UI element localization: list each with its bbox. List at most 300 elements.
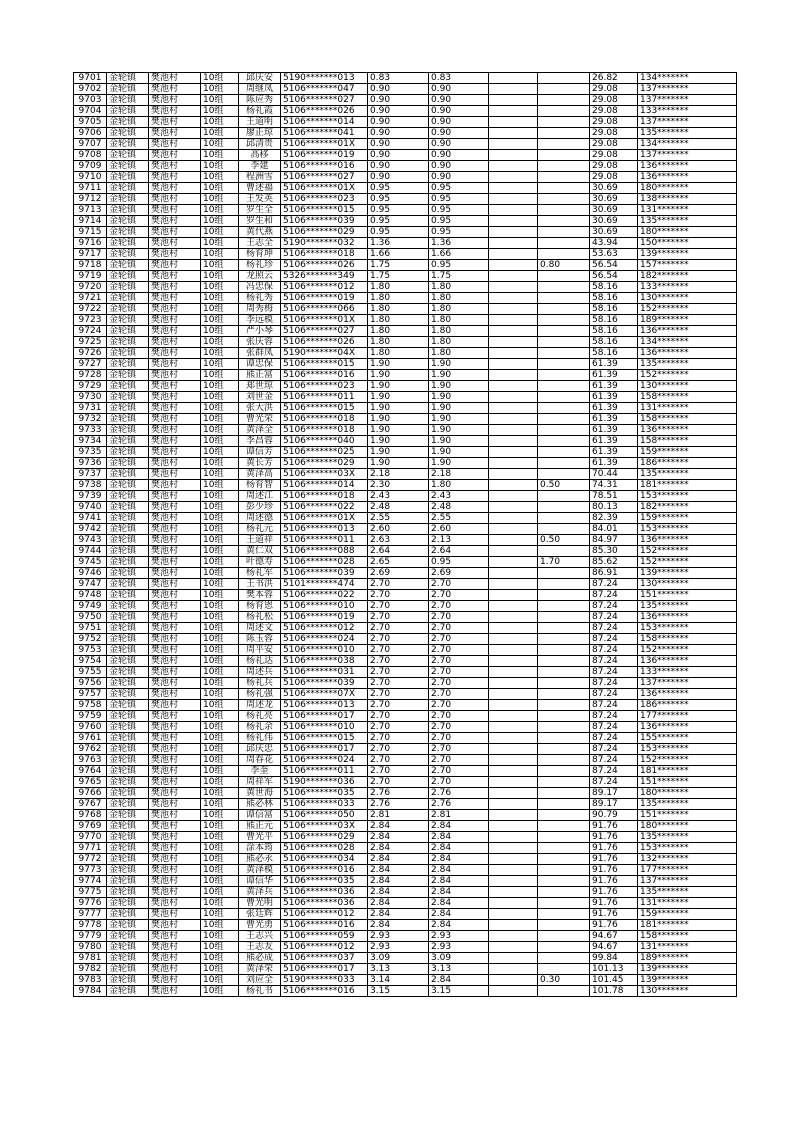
table-row <box>74 370 737 381</box>
table-row <box>74 216 737 227</box>
area-part-cell: 1.66 <box>429 249 489 260</box>
area-part-cell: 3.13 <box>429 964 489 975</box>
id-number-cell: 5106*******015 <box>281 205 368 216</box>
table-row <box>74 161 737 172</box>
town-cell: 金轮镇 <box>107 876 149 887</box>
row-number: 9729 <box>74 381 107 392</box>
name-cell: 樊本蓉 <box>239 590 281 601</box>
blank-cell <box>489 667 538 678</box>
extra-area-cell: 0.80 <box>538 260 590 271</box>
area-part-cell: 2.70 <box>429 700 489 711</box>
phone-cell: 189******* <box>638 953 737 964</box>
phone-cell: 135******* <box>638 601 737 612</box>
area-cell: 2.70 <box>368 722 429 733</box>
id-number-cell: 5106*******019 <box>281 612 368 623</box>
group-cell: 10组 <box>201 964 239 975</box>
table-row <box>74 106 737 117</box>
amount-cell: 58.16 <box>590 337 638 348</box>
table-row <box>74 469 737 480</box>
village-cell: 樊池村 <box>149 194 201 205</box>
name-cell: 王道祥 <box>239 535 281 546</box>
row-number: 9760 <box>74 722 107 733</box>
village-cell: 樊池村 <box>149 843 201 854</box>
name-cell: 黄泽荣 <box>239 964 281 975</box>
extra-area-cell <box>538 843 590 854</box>
row-number: 9731 <box>74 403 107 414</box>
group-cell: 10组 <box>201 942 239 953</box>
phone-cell: 159******* <box>638 447 737 458</box>
amount-cell: 87.24 <box>590 678 638 689</box>
group-cell: 10组 <box>201 909 239 920</box>
village-cell: 樊池村 <box>149 425 201 436</box>
village-cell: 樊池村 <box>149 359 201 370</box>
town-cell: 金轮镇 <box>107 689 149 700</box>
phone-cell: 136******* <box>638 425 737 436</box>
table-row <box>74 898 737 909</box>
name-cell: 李建 <box>239 161 281 172</box>
group-cell: 10组 <box>201 139 239 150</box>
extra-area-cell <box>538 436 590 447</box>
table-row <box>74 513 737 524</box>
table-row <box>74 359 737 370</box>
row-number: 9727 <box>74 359 107 370</box>
area-cell: 2.70 <box>368 656 429 667</box>
phone-cell: 133******* <box>638 667 737 678</box>
village-cell: 樊池村 <box>149 491 201 502</box>
name-cell: 熊必永 <box>239 854 281 865</box>
area-cell: 2.70 <box>368 579 429 590</box>
row-number: 9708 <box>74 150 107 161</box>
phone-cell: 152******* <box>638 546 737 557</box>
area-cell: 2.70 <box>368 590 429 601</box>
phone-cell: 136******* <box>638 656 737 667</box>
group-cell: 10组 <box>201 700 239 711</box>
town-cell: 金轮镇 <box>107 150 149 161</box>
extra-area-cell <box>538 645 590 656</box>
town-cell: 金轮镇 <box>107 920 149 931</box>
name-cell: 涂本筠 <box>239 843 281 854</box>
extra-area-cell <box>538 667 590 678</box>
id-number-cell: 5106*******017 <box>281 744 368 755</box>
extra-area-cell <box>538 832 590 843</box>
area-cell: 2.48 <box>368 502 429 513</box>
amount-cell: 87.24 <box>590 733 638 744</box>
town-cell: 金轮镇 <box>107 403 149 414</box>
town-cell: 金轮镇 <box>107 524 149 535</box>
extra-area-cell <box>538 733 590 744</box>
table-row <box>74 590 737 601</box>
blank-cell <box>489 436 538 447</box>
town-cell: 金轮镇 <box>107 810 149 821</box>
name-cell: 叶德寿 <box>239 557 281 568</box>
village-cell: 樊池村 <box>149 238 201 249</box>
blank-cell <box>489 150 538 161</box>
area-cell: 0.90 <box>368 106 429 117</box>
blank-cell <box>489 172 538 183</box>
town-cell: 金轮镇 <box>107 579 149 590</box>
amount-cell: 101.78 <box>590 986 638 997</box>
town-cell: 金轮镇 <box>107 436 149 447</box>
row-number: 9776 <box>74 898 107 909</box>
village-cell: 樊池村 <box>149 942 201 953</box>
blank-cell <box>489 755 538 766</box>
id-number-cell: 5106*******016 <box>281 986 368 997</box>
area-cell: 2.84 <box>368 832 429 843</box>
extra-area-cell <box>538 304 590 315</box>
village-cell: 樊池村 <box>149 73 201 84</box>
blank-cell <box>489 909 538 920</box>
town-cell: 金轮镇 <box>107 667 149 678</box>
area-cell: 0.90 <box>368 128 429 139</box>
area-cell: 0.90 <box>368 172 429 183</box>
id-number-cell: 5190*******04X <box>281 348 368 359</box>
area-part-cell: 0.90 <box>429 84 489 95</box>
extra-area-cell <box>538 370 590 381</box>
village-cell: 樊池村 <box>149 282 201 293</box>
blank-cell <box>489 711 538 722</box>
town-cell: 金轮镇 <box>107 238 149 249</box>
id-number-cell: 5106*******024 <box>281 634 368 645</box>
id-number-cell: 5106*******024 <box>281 755 368 766</box>
town-cell: 金轮镇 <box>107 865 149 876</box>
area-cell: 0.95 <box>368 227 429 238</box>
name-cell: 严小琴 <box>239 326 281 337</box>
group-cell: 10组 <box>201 337 239 348</box>
area-cell: 0.90 <box>368 117 429 128</box>
name-cell: 彭少珍 <box>239 502 281 513</box>
town-cell: 金轮镇 <box>107 931 149 942</box>
id-number-cell: 5106*******022 <box>281 590 368 601</box>
amount-cell: 91.76 <box>590 821 638 832</box>
table-row <box>74 931 737 942</box>
blank-cell <box>489 513 538 524</box>
area-part-cell: 1.90 <box>429 403 489 414</box>
amount-cell: 91.76 <box>590 898 638 909</box>
id-number-cell: 5106*******040 <box>281 436 368 447</box>
area-part-cell: 2.70 <box>429 711 489 722</box>
table-row <box>74 249 737 260</box>
blank-cell <box>489 73 538 84</box>
amount-cell: 61.39 <box>590 436 638 447</box>
village-cell: 樊池村 <box>149 722 201 733</box>
extra-area-cell <box>538 227 590 238</box>
blank-cell <box>489 315 538 326</box>
row-number: 9744 <box>74 546 107 557</box>
area-cell: 0.95 <box>368 205 429 216</box>
blank-cell <box>489 579 538 590</box>
table-row <box>74 348 737 359</box>
area-part-cell: 2.84 <box>429 975 489 986</box>
area-part-cell: 0.95 <box>429 183 489 194</box>
area-part-cell: 0.95 <box>429 260 489 271</box>
id-number-cell: 5106*******033 <box>281 799 368 810</box>
row-number: 9720 <box>74 282 107 293</box>
blank-cell <box>489 799 538 810</box>
area-part-cell: 1.90 <box>429 425 489 436</box>
group-cell: 10组 <box>201 414 239 425</box>
extra-area-cell <box>538 491 590 502</box>
village-cell: 樊池村 <box>149 854 201 865</box>
group-cell: 10组 <box>201 205 239 216</box>
phone-cell: 137******* <box>638 117 737 128</box>
area-part-cell: 3.09 <box>429 953 489 964</box>
name-cell: 邱庆忠 <box>239 744 281 755</box>
blank-cell <box>489 975 538 986</box>
group-cell: 10组 <box>201 854 239 865</box>
phone-cell: 153******* <box>638 524 737 535</box>
area-cell: 2.43 <box>368 491 429 502</box>
blank-cell <box>489 876 538 887</box>
town-cell: 金轮镇 <box>107 986 149 997</box>
extra-area-cell <box>538 788 590 799</box>
phone-cell: 153******* <box>638 491 737 502</box>
id-number-cell: 5106*******028 <box>281 557 368 568</box>
phone-cell: 158******* <box>638 634 737 645</box>
town-cell: 金轮镇 <box>107 942 149 953</box>
name-cell: 杨礼珍 <box>239 260 281 271</box>
blank-cell <box>489 348 538 359</box>
amount-cell: 101.45 <box>590 975 638 986</box>
area-cell: 2.70 <box>368 755 429 766</box>
name-cell: 廖正琼 <box>239 128 281 139</box>
extra-area-cell <box>538 249 590 260</box>
id-number-cell: 5106*******016 <box>281 370 368 381</box>
group-cell: 10组 <box>201 667 239 678</box>
row-number: 9783 <box>74 975 107 986</box>
id-number-cell: 5106*******016 <box>281 865 368 876</box>
name-cell: 谭信芳 <box>239 447 281 458</box>
extra-area-cell <box>538 612 590 623</box>
group-cell: 10组 <box>201 920 239 931</box>
extra-area-cell <box>538 183 590 194</box>
extra-area-cell <box>538 447 590 458</box>
village-cell: 樊池村 <box>149 887 201 898</box>
phone-cell: 182******* <box>638 502 737 513</box>
group-cell: 10组 <box>201 733 239 744</box>
phone-cell: 152******* <box>638 370 737 381</box>
amount-cell: 61.39 <box>590 370 638 381</box>
area-cell: 1.80 <box>368 315 429 326</box>
group-cell: 10组 <box>201 128 239 139</box>
town-cell: 金轮镇 <box>107 205 149 216</box>
group-cell: 10组 <box>201 271 239 282</box>
area-part-cell: 2.70 <box>429 623 489 634</box>
id-number-cell: 5106*******012 <box>281 282 368 293</box>
group-cell: 10组 <box>201 612 239 623</box>
area-cell: 1.90 <box>368 447 429 458</box>
name-cell: 王志友 <box>239 942 281 953</box>
name-cell: 刘世金 <box>239 392 281 403</box>
row-number: 9761 <box>74 733 107 744</box>
table-row <box>74 854 737 865</box>
row-number: 9775 <box>74 887 107 898</box>
blank-cell <box>489 194 538 205</box>
blank-cell <box>489 480 538 491</box>
table-row <box>74 953 737 964</box>
area-part-cell: 2.70 <box>429 645 489 656</box>
group-cell: 10组 <box>201 931 239 942</box>
village-cell: 樊池村 <box>149 381 201 392</box>
group-cell: 10组 <box>201 447 239 458</box>
area-part-cell: 2.93 <box>429 942 489 953</box>
group-cell: 10组 <box>201 832 239 843</box>
id-number-cell: 5106*******018 <box>281 491 368 502</box>
id-number-cell: 5106*******014 <box>281 480 368 491</box>
name-cell: 王发英 <box>239 194 281 205</box>
phone-cell: 182******* <box>638 271 737 282</box>
name-cell: 周春花 <box>239 755 281 766</box>
id-number-cell: 5106*******015 <box>281 359 368 370</box>
amount-cell: 90.79 <box>590 810 638 821</box>
area-part-cell: 0.90 <box>429 139 489 150</box>
table-row <box>74 535 737 546</box>
extra-area-cell <box>538 271 590 282</box>
blank-cell <box>489 568 538 579</box>
id-number-cell: 5106*******011 <box>281 766 368 777</box>
amount-cell: 30.69 <box>590 216 638 227</box>
extra-area-cell <box>538 744 590 755</box>
row-number: 9728 <box>74 370 107 381</box>
extra-area-cell <box>538 381 590 392</box>
town-cell: 金轮镇 <box>107 821 149 832</box>
row-number: 9778 <box>74 920 107 931</box>
extra-area-cell <box>538 568 590 579</box>
area-cell: 3.15 <box>368 986 429 997</box>
name-cell: 王志全 <box>239 238 281 249</box>
blank-cell <box>489 392 538 403</box>
town-cell: 金轮镇 <box>107 359 149 370</box>
town-cell: 金轮镇 <box>107 711 149 722</box>
town-cell: 金轮镇 <box>107 84 149 95</box>
blank-cell <box>489 84 538 95</box>
area-part-cell: 2.76 <box>429 788 489 799</box>
amount-cell: 61.39 <box>590 381 638 392</box>
phone-cell: 157******* <box>638 260 737 271</box>
town-cell: 金轮镇 <box>107 161 149 172</box>
table-row <box>74 755 737 766</box>
id-number-cell: 5106*******035 <box>281 788 368 799</box>
table-row <box>74 227 737 238</box>
name-cell: 张廷辉 <box>239 909 281 920</box>
extra-area-cell <box>538 898 590 909</box>
amount-cell: 89.17 <box>590 799 638 810</box>
phone-cell: 153******* <box>638 843 737 854</box>
extra-area-cell <box>538 623 590 634</box>
village-cell: 樊池村 <box>149 337 201 348</box>
area-cell: 2.70 <box>368 711 429 722</box>
extra-area-cell <box>538 953 590 964</box>
amount-cell: 29.08 <box>590 172 638 183</box>
area-part-cell: 2.84 <box>429 876 489 887</box>
table-row <box>74 865 737 876</box>
area-part-cell: 1.90 <box>429 359 489 370</box>
village-cell: 樊池村 <box>149 623 201 634</box>
area-cell: 1.90 <box>368 403 429 414</box>
town-cell: 金轮镇 <box>107 975 149 986</box>
area-cell: 0.83 <box>368 73 429 84</box>
row-number: 9782 <box>74 964 107 975</box>
extra-area-cell <box>538 601 590 612</box>
name-cell: 杨礼秀 <box>239 293 281 304</box>
id-number-cell: 5106*******07X <box>281 689 368 700</box>
extra-area-cell <box>538 876 590 887</box>
table-row <box>74 524 737 535</box>
amount-cell: 56.54 <box>590 260 638 271</box>
blank-cell <box>489 953 538 964</box>
phone-cell: 181******* <box>638 480 737 491</box>
name-cell: 曹述福 <box>239 183 281 194</box>
name-cell: 杨礼军 <box>239 568 281 579</box>
name-cell: 黄泽高 <box>239 469 281 480</box>
id-number-cell: 5106*******012 <box>281 942 368 953</box>
village-cell: 樊池村 <box>149 876 201 887</box>
area-part-cell: 2.70 <box>429 722 489 733</box>
phone-cell: 158******* <box>638 392 737 403</box>
name-cell: 黄代燕 <box>239 227 281 238</box>
phone-cell: 135******* <box>638 887 737 898</box>
town-cell: 金轮镇 <box>107 249 149 260</box>
table-row <box>74 799 737 810</box>
area-cell: 1.80 <box>368 304 429 315</box>
blank-cell <box>489 425 538 436</box>
name-cell: 熊正富 <box>239 370 281 381</box>
area-part-cell: 2.70 <box>429 634 489 645</box>
town-cell: 金轮镇 <box>107 733 149 744</box>
amount-cell: 91.76 <box>590 854 638 865</box>
town-cell: 金轮镇 <box>107 304 149 315</box>
village-cell: 樊池村 <box>149 909 201 920</box>
table-row <box>74 194 737 205</box>
extra-area-cell <box>538 854 590 865</box>
extra-area-cell: 0.30 <box>538 975 590 986</box>
blank-cell <box>489 623 538 634</box>
row-number: 9780 <box>74 942 107 953</box>
group-cell: 10组 <box>201 689 239 700</box>
group-cell: 10组 <box>201 425 239 436</box>
amount-cell: 91.76 <box>590 887 638 898</box>
amount-cell: 43.94 <box>590 238 638 249</box>
area-part-cell: 2.70 <box>429 656 489 667</box>
extra-area-cell <box>538 161 590 172</box>
village-cell: 樊池村 <box>149 183 201 194</box>
name-cell: 杨礼霞 <box>239 106 281 117</box>
name-cell: 陈玉蓉 <box>239 634 281 645</box>
amount-cell: 61.39 <box>590 447 638 458</box>
area-cell: 1.80 <box>368 337 429 348</box>
table-row <box>74 634 737 645</box>
group-cell: 10组 <box>201 887 239 898</box>
town-cell: 金轮镇 <box>107 227 149 238</box>
blank-cell <box>489 898 538 909</box>
phone-cell: 136******* <box>638 326 737 337</box>
area-part-cell: 2.70 <box>429 744 489 755</box>
amount-cell: 85.62 <box>590 557 638 568</box>
row-number: 9740 <box>74 502 107 513</box>
blank-cell <box>489 546 538 557</box>
table-row <box>74 788 737 799</box>
id-number-cell: 5106*******010 <box>281 645 368 656</box>
row-number: 9725 <box>74 337 107 348</box>
phone-cell: 177******* <box>638 711 737 722</box>
id-number-cell: 5106*******013 <box>281 700 368 711</box>
table-row <box>74 700 737 711</box>
phone-cell: 177******* <box>638 865 737 876</box>
blank-cell <box>489 403 538 414</box>
blank-cell <box>489 359 538 370</box>
town-cell: 金轮镇 <box>107 282 149 293</box>
village-cell: 樊池村 <box>149 216 201 227</box>
phone-cell: 139******* <box>638 964 737 975</box>
